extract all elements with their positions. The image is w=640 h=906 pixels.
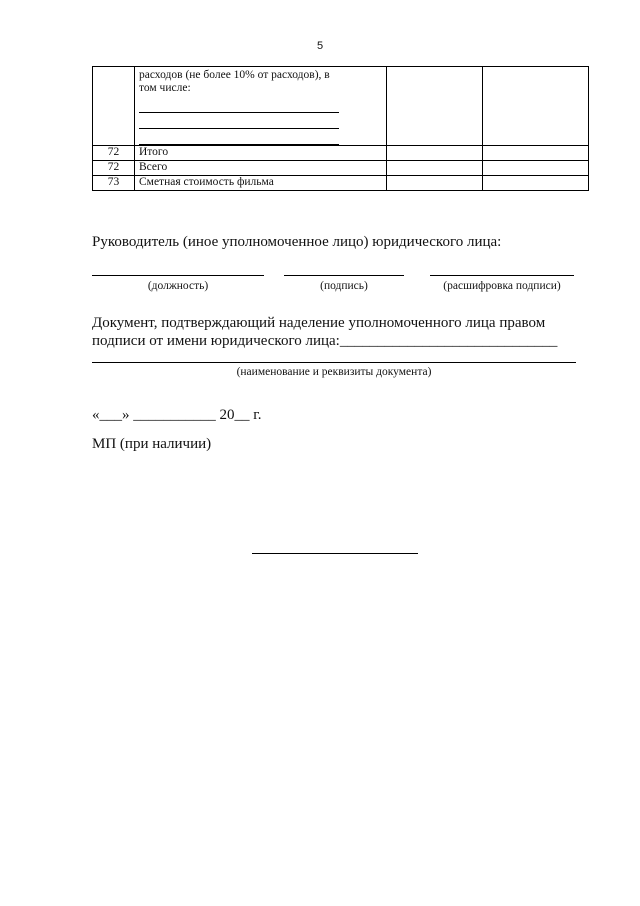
value-cell [387, 176, 483, 191]
value-cell [483, 67, 589, 146]
row-label-line: том числе: [139, 82, 191, 94]
signature-caption: (подпись) [320, 280, 368, 292]
signature-heading: Руководитель (иное уполномоченное лицо) юридического лица: [92, 234, 502, 250]
date-line: «___» ___________ 20__ г. [92, 407, 262, 423]
table-row [93, 146, 589, 161]
row-label-cell: Сметная стоимость фильма [135, 176, 387, 191]
value-cell [483, 146, 589, 161]
signature-line [284, 275, 404, 276]
row-label-cell: Итого [135, 146, 387, 161]
table-row [93, 176, 589, 191]
value-cell [483, 176, 589, 191]
table-row [93, 161, 589, 176]
authority-document-caption: (наименование и реквизиты документа) [236, 366, 432, 378]
seal-note: МП (при наличии) [92, 436, 212, 452]
blank-line [139, 115, 339, 129]
page-number: 5 [316, 40, 324, 52]
table-row [93, 67, 589, 146]
position-signature-line [92, 275, 264, 276]
value-cell [387, 67, 483, 146]
estimate-table [92, 66, 589, 191]
position-caption: (должность) [147, 280, 209, 292]
authority-document-line1: Документ, подтверждающий наделение уполномоченного лица правом [92, 315, 546, 331]
row-number-cell: 72 [93, 161, 135, 176]
value-cell [387, 161, 483, 176]
blank-line [139, 99, 339, 113]
row-label-cell: Всего [135, 161, 387, 176]
decoding-caption: (расшифровка подписи) [443, 280, 561, 292]
decoding-signature-line [430, 275, 574, 276]
row-number-cell [93, 67, 135, 146]
row-number-cell: 72 [93, 146, 135, 161]
row-number-cell: 73 [93, 176, 135, 191]
row-label-cell [135, 67, 387, 146]
blank-line [139, 131, 339, 145]
value-cell [483, 161, 589, 176]
closing-divider [252, 553, 418, 554]
authority-document-line [92, 362, 576, 363]
row-label-line: расходов (не более 10% от расходов), в [139, 69, 330, 81]
authority-document-line2: подписи от имени юридического лица:_____________________________ [92, 333, 558, 349]
value-cell [387, 146, 483, 161]
